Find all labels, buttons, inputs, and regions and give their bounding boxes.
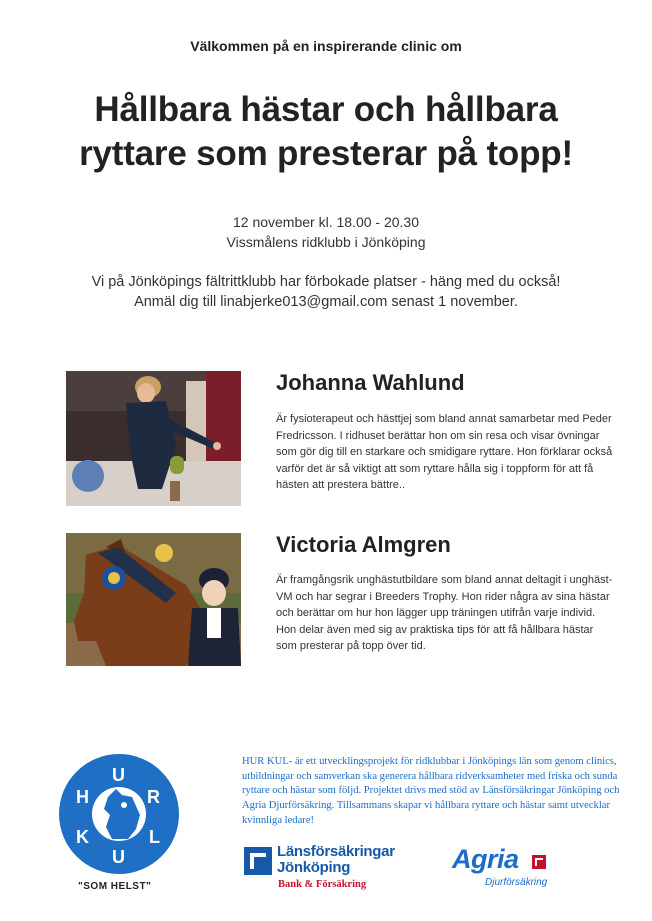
agria-name: Agria <box>452 844 519 874</box>
speaker-2-bio: Är framgångsrik unghästutbildare som bland annat deltagit i unghäst-VM och har segrar i Breeders Trophy. Hon rider några av sina hästar och berättar om hur hon lägger upp träningen utifrån varje individ. Hon delar även med sig av praktiska tips för att få hållbara hästar som presterar på topp över tid. <box>276 574 613 652</box>
event-date-time: 12 november kl. 18.00 - 20.30 <box>232 214 419 230</box>
intro-text: Välkommen på en inspirerande clinic om <box>190 38 462 54</box>
speaker-2-photo <box>66 533 241 666</box>
event-info <box>0 212 652 252</box>
hur-kul-logo <box>58 753 180 875</box>
logo-tagline: "SOM HELST" <box>78 881 152 892</box>
agria-subtitle: Djurförsäkring <box>485 877 548 888</box>
lansforsakringar-name-line-2: Jönköping <box>277 859 351 876</box>
speaker-2-name: Victoria Almgren <box>276 532 451 557</box>
title-line-1: Hållbara hästar och hållbara <box>94 90 558 129</box>
logo-letter-u2: U <box>112 847 125 867</box>
lansforsakringar-emblem-icon <box>244 847 272 875</box>
lansforsakringar-logo <box>244 844 424 892</box>
lansforsakringar-subtitle: Bank & Försäkring <box>278 879 367 890</box>
logo-letter-u1: U <box>112 765 125 785</box>
agria-logo <box>452 846 562 892</box>
title-line-2: ryttare som presterar på topp! <box>79 134 573 173</box>
agria-emblem-icon <box>532 855 546 869</box>
speaker-1-photo <box>66 371 241 506</box>
event-location: Vissmålens ridklubb i Jönköping <box>226 234 426 250</box>
logo-letter-h: H <box>76 787 89 807</box>
logo-letter-r: R <box>147 787 160 807</box>
speaker-1-name: Johanna Wahlund <box>276 370 465 395</box>
invite-text <box>0 272 652 312</box>
speaker-1-bio: Är fysioterapeut och hästtjej som bland annat samarbetar med Peder Fredricsson. I ridhuset berättar hon om sin resa och visar övningar som gör dig till en starkare och smidigare ryttare. Hon förklarar också varför det är så viktigt att som ryttare hålla sig i toppform för att få hästen att prestera bättre.. <box>276 413 613 491</box>
logo-letter-k: K <box>76 827 89 847</box>
invite-line-1: Vi på Jönköpings fältrittklubb har förbokade platser - häng med du också! <box>91 274 561 290</box>
lansforsakringar-name-line-1: Länsförsäkringar <box>277 843 395 860</box>
page-title <box>0 88 652 176</box>
logo-letter-l: L <box>149 827 160 847</box>
invite-line-2: Anmäl dig till linabjerke013@gmail.com senast 1 november. <box>134 294 518 310</box>
project-description: HUR KUL- är ett utvecklingsprojekt för ridklubbar i Jönköpings län som genom clinics, utbildningar och samverkan ska generera hållbara ridverksamheter med friska och sunda ryttare och hästar som följd. Projektet drivs med stöd av Länsförsäkringar Jönköping och Agria Djurförsäkring. Tillsammans skapar vi hållbara ryttare och hästar samt utvecklar kvinnliga ledare! <box>242 756 620 826</box>
